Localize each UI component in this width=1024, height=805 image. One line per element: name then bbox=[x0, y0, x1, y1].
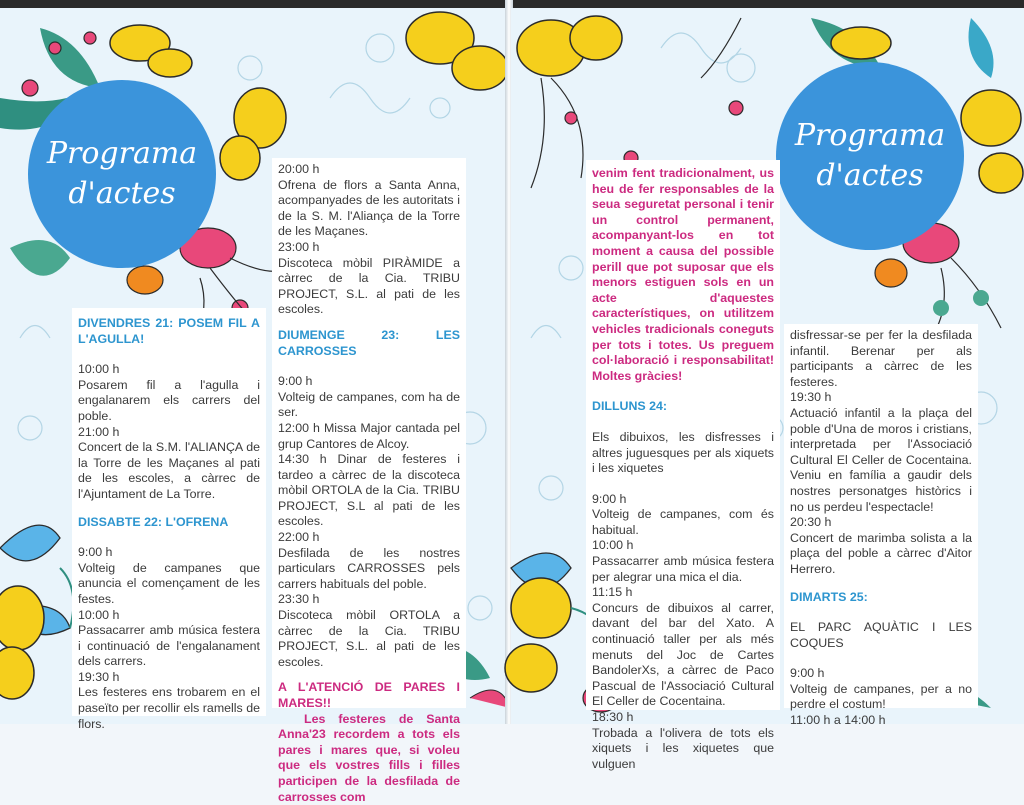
schedule-text: Discoteca mòbil PIRÀMIDE a càrrec de la Cia. TRIBU PROJECT, S.L. al pati de les escoles. bbox=[278, 255, 460, 317]
schedule-text: Volteig de campanes, per a no perdre el costum! bbox=[790, 681, 972, 712]
schedule-text: Discoteca mòbil ORTOLA a càrrec de la Cia. TRIBU PROJECT, S.L. al pati de les escoles. bbox=[278, 608, 460, 669]
program-title-line2: d'actes bbox=[816, 158, 924, 193]
schedule-text: Trobada a l'olivera de tots els xiquets i les xiquetes que vulguen bbox=[592, 725, 774, 771]
program-title-badge bbox=[776, 62, 964, 250]
program-title-line1: Programa bbox=[46, 136, 198, 171]
schedule-text: Posarem fil a l'agulla i engalanarem els carrers del poble. bbox=[78, 377, 260, 423]
section-heading-dissabte: DISSABTE 22: L'OFRENA bbox=[78, 514, 229, 529]
section-subtitle: EL PARC AQUÀTIC I LES COQUES bbox=[790, 620, 972, 650]
program-title-badge bbox=[28, 80, 216, 268]
schedule-time: 11:00 h a 14:00 h bbox=[790, 713, 886, 728]
schedule-text: Passacarrer amb música festera per alegrar una mica el dia. bbox=[592, 554, 774, 584]
right-column-2 bbox=[784, 324, 978, 728]
schedule-text: Concert de la S.M. l'ALIANÇA de la Torre de les Maçanes al pati de les escoles, a càrrec de l'Ajuntament de La Torre. bbox=[78, 440, 260, 501]
schedule-time: 9:00 h bbox=[592, 491, 627, 506]
left-column-1 bbox=[72, 308, 266, 731]
program-title-line2: d'actes bbox=[68, 176, 176, 211]
schedule-time: 18:30 h bbox=[592, 710, 634, 724]
schedule-time: 9:00 h bbox=[78, 545, 113, 560]
schedule-time: 23:30 h bbox=[278, 592, 320, 607]
schedule-time: 21:00 h bbox=[78, 424, 120, 439]
schedule-time: 10:00 h bbox=[592, 538, 634, 553]
schedule-time: 9:00 h bbox=[278, 374, 313, 389]
schedule-time: 23:00 h bbox=[278, 239, 320, 254]
schedule-text: Concurs de dibuixos al carrer, davant del bar del Xato. A continuació taller per als més menuts del Joc de Cartes BandolerXs, a càrrec de Paco Pascual de l'Associació Cultural El Celler de Cocentaina. bbox=[592, 600, 774, 709]
schedule-text: Les festeres ens trobarem en el paseïto per recollir els ramells de flors. bbox=[78, 685, 260, 731]
left-page bbox=[0, 8, 507, 804]
schedule-text: Ofrena de flors a Santa Anna, acompanyades de les autoritats i de la S. M. l'Aliança de la Torre de les Maçanes. bbox=[278, 177, 460, 239]
schedule-text: 12:00 h Missa Major cantada pel grup Cantores de Alcoy. bbox=[278, 420, 460, 451]
schedule-time: 20:00 h bbox=[278, 162, 320, 176]
schedule-time: 20:30 h bbox=[790, 515, 832, 530]
right-column-1 bbox=[586, 160, 780, 771]
section-subtitle: Els dibuixos, les disfresses i altres juguesques per als xiquets i les xiquetes bbox=[592, 429, 774, 476]
schedule-time: 9:00 h bbox=[790, 666, 825, 681]
schedule-time: 19:30 h bbox=[78, 669, 120, 684]
schedule-text: Actuació infantil a la plaça del poble d'Una de moros i cristians, interpretada per l'Associació Cultural El Celler de Cocentaina. Veniu en família a gaudir dels nostres personatges històrics i no us perdeu l'espectacle! bbox=[790, 405, 972, 514]
schedule-text: Concert de marimba solista a la plaça del poble a càrrec d'Aitor Herrero. bbox=[790, 530, 972, 576]
schedule-time: 10:00 h bbox=[78, 362, 120, 377]
section-heading-diumenge: DIUMENGE 23: LES CARROSSES bbox=[278, 327, 460, 358]
program-title-line1: Programa bbox=[794, 118, 946, 153]
left-column-2 bbox=[272, 158, 466, 804]
schedule-text: 14:30 h Dinar de festeres i tardeo a càrrec de la discoteca mòbil ORTOLA de la Cia. TRIBU PROJECT, S.L al pati de les escoles. bbox=[278, 452, 460, 529]
notice-text-continued: venim fent tradicionalment, us heu de fer responsables de la seua seguretat personal i tenir un control permanent, acompanyant-los en tot moment a causa del possible perill que pot suposar que els menors estiguen sols en un acte d'aquestes característiques, on utilitzem vehicles tradicionals coneguts per tots i totes. Us preguem col·laboració i responsabilitat! Moltes gràcies! bbox=[592, 166, 774, 383]
schedule-text: Passacarrer amb música festera i continuació de l'engalanament dels carrers. bbox=[78, 623, 260, 669]
schedule-text: Volteig de campanes, com ha de ser. bbox=[278, 389, 460, 420]
schedule-time: 10:00 h bbox=[78, 607, 120, 622]
notice-heading: A L'ATENCIÓ DE PARES I MARES!! bbox=[278, 680, 460, 710]
schedule-text: Desfilada de les nostres particulars CARROSSES pels carrers habituals del poble. bbox=[278, 545, 460, 591]
right-page bbox=[511, 8, 1024, 771]
section-heading-dilluns: DILLUNS 24: bbox=[592, 399, 668, 414]
notice-text: Les festeres de Santa Anna'23 recordem a tots els pares i mares que, si voleu que els vostres fills i filles participen de la desfilada de carrosses com bbox=[278, 711, 460, 804]
schedule-text: disfressar-se per fer la desfilada infantil. Berenar per als participants a càrrec de les festeres. bbox=[790, 328, 972, 389]
schedule-time: 11:15 h bbox=[592, 585, 633, 600]
schedule-time: 19:30 h bbox=[790, 390, 832, 405]
section-heading-dimarts: DIMARTS 25: bbox=[790, 589, 868, 604]
schedule-text: Volteig de campanes que anuncia el començament de les festes. bbox=[78, 560, 260, 606]
section-heading-divendres: DIVENDRES 21: POSEM FIL A L'AGULLA! bbox=[78, 316, 260, 346]
schedule-time: 22:00 h bbox=[278, 530, 320, 545]
schedule-text: Volteig de campanes, com és habitual. bbox=[592, 507, 774, 537]
